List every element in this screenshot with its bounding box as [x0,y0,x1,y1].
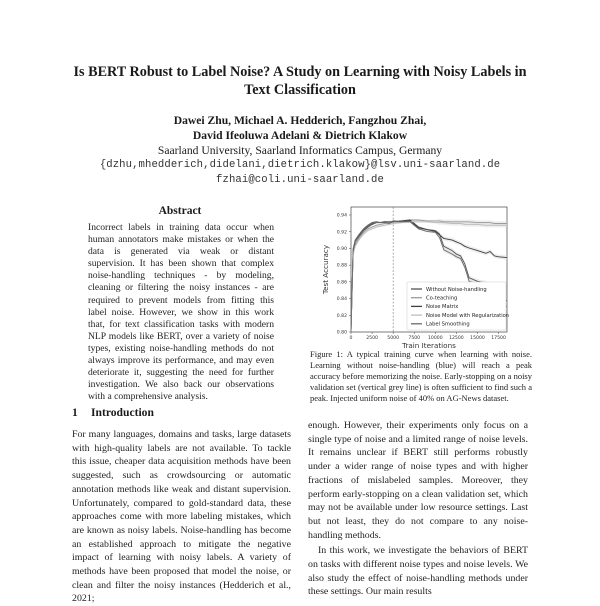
x-tick-label: 2500 [366,336,378,341]
introduction-text: For many languages, domains and tasks, large datasets with high-quality labels are not available. To tackle this issue, cheaper data acquisition methods have been suggested, such as crowdsourcing or automatic annotation methods like weak and distant supervision. Unfortunately, compared to gold-standard data, these approaches come with more labeling mistakes, which are known as noisy labels. Noise-handling has become an established approach to mitigate the negative impact of learning with noisy labels. A variety of methods have been proposed that model the noise, or clean and filter the noisy instances (Hedderich et al., 2021; [72,429,291,605]
legend-entry: Noise Model with Regularization [426,312,510,319]
y-axis-label: Test Accuracy [321,244,330,295]
author-emails [60,158,540,188]
figure-training-curve [310,200,550,350]
x-tick-label: 12500 [449,336,464,341]
y-tick-label: 0.80 [336,330,347,336]
legend-entry: Without Noise-handling [426,286,487,293]
abstract-text: Incorrect labels in training data occur when human annotators make mistakes or when the data is generated via weak or distant supervision. It has been shown that complex noise-handling techniques - by modeling, cleaning or filtering the noisy instances - are required to prevent models from fitting this label noise. However, we show in this work that, for text classification tasks with modern NLP models like BERT, over a variety of noise types, existing noise-handling methods do not always improve its performance, and may even deteriorate it, suggesting the need for further investigation. We also back our observations with a comprehensive analysis. [88,222,274,403]
x-tick-label: 7500 [408,336,421,341]
author-list [60,113,540,143]
legend-entry: Label Smoothing [426,321,470,328]
line-chart [310,200,550,350]
x-tick-label: 10000 [428,336,443,341]
legend-entry: Noise Matrix [426,304,459,311]
email-line-1: {dzhu,mhedderich,didelani,dietrich.klakow}@lsv.uni-saarland.de [99,159,501,171]
x-tick-label: 17500 [491,336,506,341]
y-tick-label: 0.88 [336,263,347,269]
x-axis-label: Train Iterations [402,341,456,350]
y-tick-label: 0.92 [336,230,347,236]
y-tick-label: 0.86 [336,280,347,286]
paragraph: enough. However, their experiments only focus on a single type of noise and a limited range of noise levels. It remains unclear if BERT still performs robustly under a wider range of noise types and with higher fractions of mislabeled samples. Moreover, they perform early-stopping on a clean validation set, which may not be available under low resource settings. Last but not least, they do not compare to any noise-handling methods. [308,420,528,541]
affiliation: Saarland University, Saarland Informatics Campus, Germany [157,144,443,157]
email-line-2: fzhai@coli.uni-saarland.de [216,174,384,186]
y-tick-label: 0.84 [336,297,347,303]
abstract-heading: Abstract [158,205,202,217]
section-heading-introduction [72,406,154,419]
x-tick-label: 15000 [470,336,485,341]
x-tick-label: 0 [349,336,353,341]
section-title: Introduction [91,406,154,419]
y-tick-label: 0.82 [336,313,347,319]
legend-entry: Co-teaching [426,295,458,302]
authors-line-2: David Ifeoluwa Adelani & Dietrich Klakow [192,129,408,142]
paragraph: In this work, we investigate the behaviors of BERT on tasks with different noise types and noise levels. We also study the effect of noise-handling methods under these settings. Our main results [308,545,528,598]
authors-line-1: Dawei Zhu, Michael A. Hedderich, Fangzhou Zhai, [173,114,427,127]
paper-title: Is BERT Robust to Label Noise? A Study on Learning with Noisy Labels in Text Classification [73,64,527,98]
section-number: 1 [72,406,78,419]
x-tick-label: 5000 [387,336,400,341]
y-tick-label: 0.90 [336,247,347,253]
y-tick-label: 0.94 [336,213,347,219]
right-column-text [308,419,528,600]
figure-caption: Figure 1: A typical training curve when learning with noise. Learning without noise-handling (blue) will reach a peak accuracy before memorizing the noise. Early-stopping on a noisy validation set (vertical grey line) is often sufficient to find such a peak. Injected uniform noise of 40% on AG-News dataset. [310,349,532,404]
